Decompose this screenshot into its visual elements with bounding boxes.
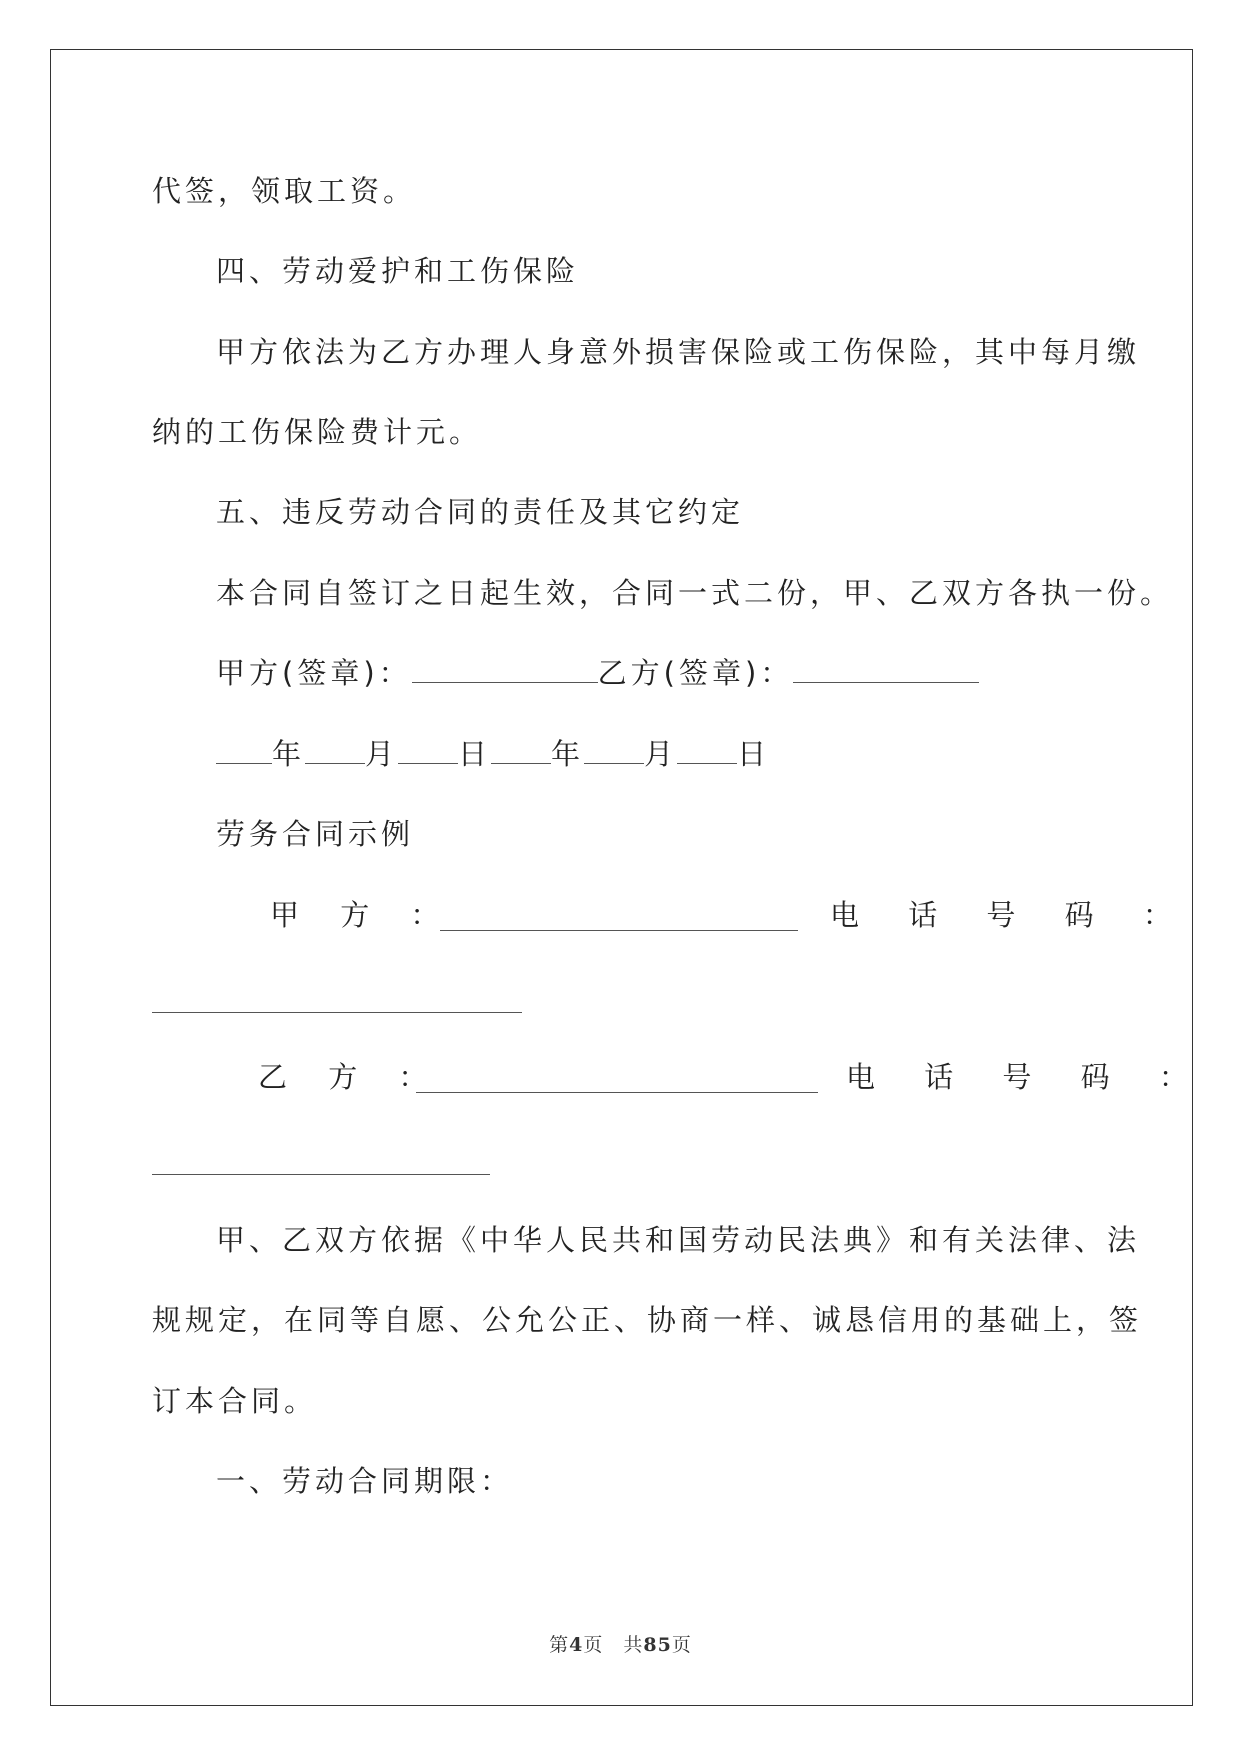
footer-prefix: 第 xyxy=(549,1634,570,1656)
month-label: 月 xyxy=(644,737,678,771)
paragraph-line: 规规定，在同等自愿、公允公正、协商一样、诚恳信用的基础上，签 xyxy=(152,1303,1143,1337)
month-blank[interactable] xyxy=(584,737,644,764)
day-blank[interactable] xyxy=(677,737,737,764)
year-blank[interactable] xyxy=(491,737,551,764)
party-a-phone-blank[interactable] xyxy=(152,1010,522,1013)
year-label: 年 xyxy=(551,737,585,771)
page-border xyxy=(50,49,1193,1706)
party-a-label: 甲 方 ： xyxy=(270,898,456,932)
total-page-number: 85 xyxy=(643,1634,672,1656)
paragraph-line: 订本合同。 xyxy=(152,1384,318,1418)
day-label: 日 xyxy=(458,737,492,771)
document-title: 劳务合同示例 xyxy=(216,817,415,851)
year-label: 年 xyxy=(272,737,306,771)
footer-mid: 页 共 xyxy=(583,1634,644,1656)
year-blank[interactable] xyxy=(216,737,272,764)
party-b-label: 乙 方 ： xyxy=(258,1060,444,1094)
party-a-phone-label: 电 话 号 码 ： xyxy=(830,898,1192,932)
month-blank[interactable] xyxy=(305,737,365,764)
party-b-phone-blank[interactable] xyxy=(152,1172,490,1175)
current-page-number: 4 xyxy=(569,1634,584,1656)
month-label: 月 xyxy=(365,737,399,771)
paragraph-line: 代签，领取工资。 xyxy=(152,174,417,208)
paragraph-line: 本合同自签订之日起生效，合同一式二份，甲、乙双方各执一份。 xyxy=(216,576,1174,610)
section-heading: 五、违反劳动合同的责任及其它约定 xyxy=(216,495,745,529)
paragraph-line: 甲方依法为乙方办理人身意外损害保险或工伤保险，其中每月缴 xyxy=(216,335,1141,369)
footer-suffix: 页 xyxy=(671,1634,692,1656)
party-b-signature-blank[interactable] xyxy=(793,656,979,683)
page-footer xyxy=(0,1630,1241,1657)
party-a-signature-label: 甲方(签章)： xyxy=(216,656,412,690)
party-b-phone-label: 电 话 号 码 ： xyxy=(846,1060,1208,1094)
section-heading: 四、劳动爱护和工伤保险 xyxy=(216,254,580,288)
party-b-signature-label: 乙方(签章)： xyxy=(597,656,794,690)
party-a-signature-blank[interactable] xyxy=(412,656,598,683)
paragraph-line: 纳的工伤保险费计元。 xyxy=(152,415,483,449)
signature-line xyxy=(216,655,979,691)
date-line xyxy=(216,736,770,772)
section-heading: 一、劳动合同期限： xyxy=(216,1464,514,1498)
party-b-name-blank[interactable] xyxy=(416,1066,818,1093)
paragraph-line: 甲、乙双方依据《中华人民共和国劳动民法典》和有关法律、法 xyxy=(216,1223,1141,1257)
day-label: 日 xyxy=(737,737,771,771)
party-a-name-blank[interactable] xyxy=(440,904,798,931)
day-blank[interactable] xyxy=(398,737,458,764)
